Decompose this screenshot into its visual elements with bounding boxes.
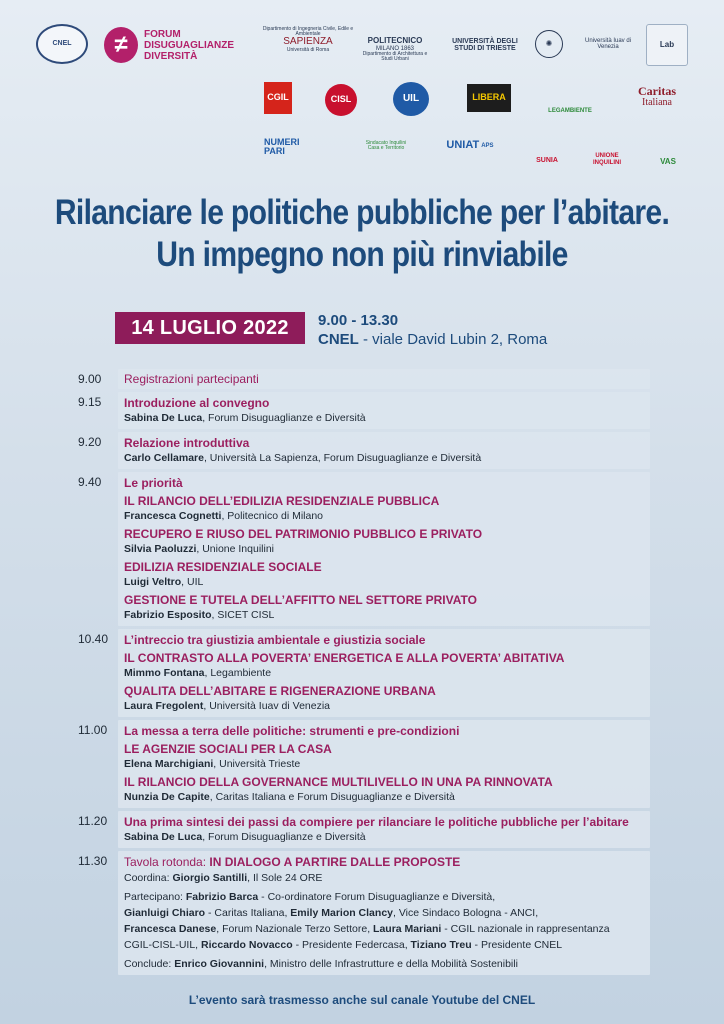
- agenda-time: 11.20: [78, 814, 108, 828]
- agenda-time: 11.30: [78, 854, 108, 868]
- page-title: Rilanciare le politiche pubbliche per l’abitare. Un impegno non più rinviabile: [54, 193, 670, 274]
- agenda-time: 9.15: [78, 395, 102, 409]
- speaker: Elena Marchigiani, Università Trieste: [124, 758, 301, 770]
- lab-logo: Lab: [646, 24, 688, 66]
- cnel-seal-logo: CNEL: [36, 24, 88, 64]
- politecnico-logo: POLITECNICO MILANO 1863 Dipartimento di Architettura e Studi Urbani: [362, 36, 428, 63]
- agenda-row: [70, 392, 650, 429]
- speaker: Silvia Paoluzzi, Unione Inquilini: [124, 543, 274, 555]
- agenda-row: [70, 629, 650, 717]
- session-title: Relazione introduttiva: [124, 436, 250, 450]
- legambiente-logo: LEGAMBIENTE: [548, 107, 592, 114]
- speaker: Luigi Veltro, UIL: [124, 576, 204, 588]
- agenda-row-roundtable: [70, 851, 650, 975]
- uniat-logo: UNIAT APS: [446, 139, 494, 152]
- speaker: Sabina De Luca, Forum Disuguaglianze e Diversità: [124, 831, 366, 843]
- session-title: L’intreccio tra giustizia ambientale e giustizia sociale: [124, 633, 426, 647]
- speaker: Laura Fregolent, Università Iuav di Venezia: [124, 700, 331, 712]
- numeri-pari-logo: NUMERI PARI: [264, 136, 300, 156]
- session-title: Le priorità: [124, 476, 183, 490]
- agenda-time: 10.40: [78, 632, 109, 646]
- agenda-row: [70, 720, 650, 808]
- forum-disuguaglianze-logo: ≠ FORUM DISUGUAGLIANZE DIVERSITÀ: [104, 26, 234, 64]
- agenda-time: 11.00: [78, 723, 108, 737]
- speaker: Carlo Cellamare, Università La Sapienza, Forum Disuguaglianze e Diversità: [124, 452, 482, 464]
- event-venue: CNEL - viale David Lubin 2, Roma: [318, 331, 548, 348]
- agenda-row: [70, 472, 650, 626]
- event-date-badge: 14 LUGLIO 2022: [115, 312, 305, 344]
- uil-logo: UIL: [393, 82, 429, 116]
- talk-title: EDILIZIA RESIDENZIALE SOCIALE: [124, 560, 322, 574]
- talk-title: IL RILANCIO DELLA GOVERNANCE MULTILIVELLO IN UNA PA RINNOVATA: [124, 775, 553, 789]
- roundtable-conclusion: Conclude: Enrico Giovannini, Ministro delle Infrastrutture e della Mobilità Sostenibili: [124, 958, 518, 970]
- footer-note: L’evento sarà trasmesso anche sul canale Youtube del CNEL: [188, 993, 536, 1007]
- roundtable-coordinator: Coordina: Giorgio Santilli, Il Sole 24 ORE: [124, 872, 323, 884]
- roundtable-participants: Partecipano: Fabrizio Barca - Co-ordinatore Forum Disuguaglianze e Diversità, Gianluigi Chiaro - Caritas Italiana, Emily Marion Clancy, Vice Sindaco Bologna - ANCI, Francesca Danese, Forum Nazionale Terzo Settore, Laura Mariani - CGIL nazionale in rappresentanza CGIL-CISL-UIL, Riccardo Novacco - Presidente Federcasa, Tiziano Treu - Presidente CNEL: [124, 891, 610, 951]
- session-title: Introduzione al convegno: [124, 396, 270, 410]
- roundtable-title: Tavola rotonda: IN DIALOGO A PARTIRE DALLE PROPOSTE: [124, 855, 461, 869]
- speaker: Francesca Cognetti, Politecnico di Milano: [124, 510, 324, 522]
- trieste-logo: UNIVERSITÀ DEGLI STUDI DI TRIESTE: [452, 37, 518, 52]
- sunia-logo: SUNIA: [536, 156, 558, 164]
- talk-title: IL RILANCIO DELL’EDILIZIA RESIDENZIALE PUBBLICA: [124, 494, 440, 508]
- cisl-logo: CISL: [325, 84, 357, 116]
- caritas-logo: Caritas Italiana: [638, 84, 676, 109]
- not-equal-icon: ≠: [104, 27, 138, 63]
- session-title: La messa a terra delle politiche: strumenti e pre-condizioni: [124, 724, 460, 738]
- gear-emblem-icon: ✺: [535, 30, 563, 58]
- speaker: Mimmo Fontana, Legambiente: [124, 667, 272, 679]
- event-time: 9.00 - 13.30: [318, 312, 399, 329]
- iuav-logo: Università Iuav di Venezia: [584, 37, 632, 50]
- talk-title: IL CONTRASTO ALLA POVERTA’ ENERGETICA E ALLA POVERTA’ ABITATIVA: [124, 651, 565, 665]
- talk-title: RECUPERO E RIUSO DEL PATRIMONIO PUBBLICO E PRIVATO: [124, 527, 483, 541]
- session-title: Una prima sintesi dei passi da compiere per rilanciare le politiche pubbliche per l’abitare: [124, 815, 629, 829]
- talk-title: GESTIONE E TUTELA DELL’AFFITTO NEL SETTORE PRIVATO: [124, 593, 477, 607]
- agenda-row: [70, 811, 650, 848]
- speaker: Nunzia De Capite, Caritas Italiana e Forum Disuguaglianze e Diversità: [124, 791, 455, 803]
- unione-inquilini-logo: UNIONE INQUILINI: [593, 153, 621, 166]
- sicet-logo: Sindacato Inquilini Casa e Territorio: [365, 139, 407, 151]
- talk-title: QUALITA DELL’ABITARE E RIGENERAZIONE URBANA: [124, 684, 436, 698]
- speaker: Sabina De Luca, Forum Disuguaglianze e Diversità: [124, 412, 366, 424]
- agenda-time: 9.20: [78, 435, 102, 449]
- agenda-row: [70, 432, 650, 469]
- cgil-logo: CGIL: [264, 82, 292, 114]
- libera-logo: LIBERA: [467, 84, 511, 112]
- agenda-item-text: Registrazioni partecipanti: [124, 372, 259, 386]
- agenda: [70, 369, 650, 978]
- speaker: Fabrizio Esposito, SICET CISL: [124, 609, 275, 621]
- agenda-row: [70, 369, 650, 389]
- logo-strip: [0, 0, 724, 180]
- vas-logo: VAS: [660, 156, 676, 166]
- event-info: [318, 311, 547, 349]
- agenda-time: 9.40: [78, 475, 102, 489]
- talk-title: LE AGENZIE SOCIALI PER LA CASA: [124, 742, 332, 756]
- sapienza-logo: Dipartimento di Ingegneria Civile, Edile e Ambientale SAPIENZA Università di Roma: [262, 25, 354, 53]
- agenda-time: 9.00: [78, 372, 102, 386]
